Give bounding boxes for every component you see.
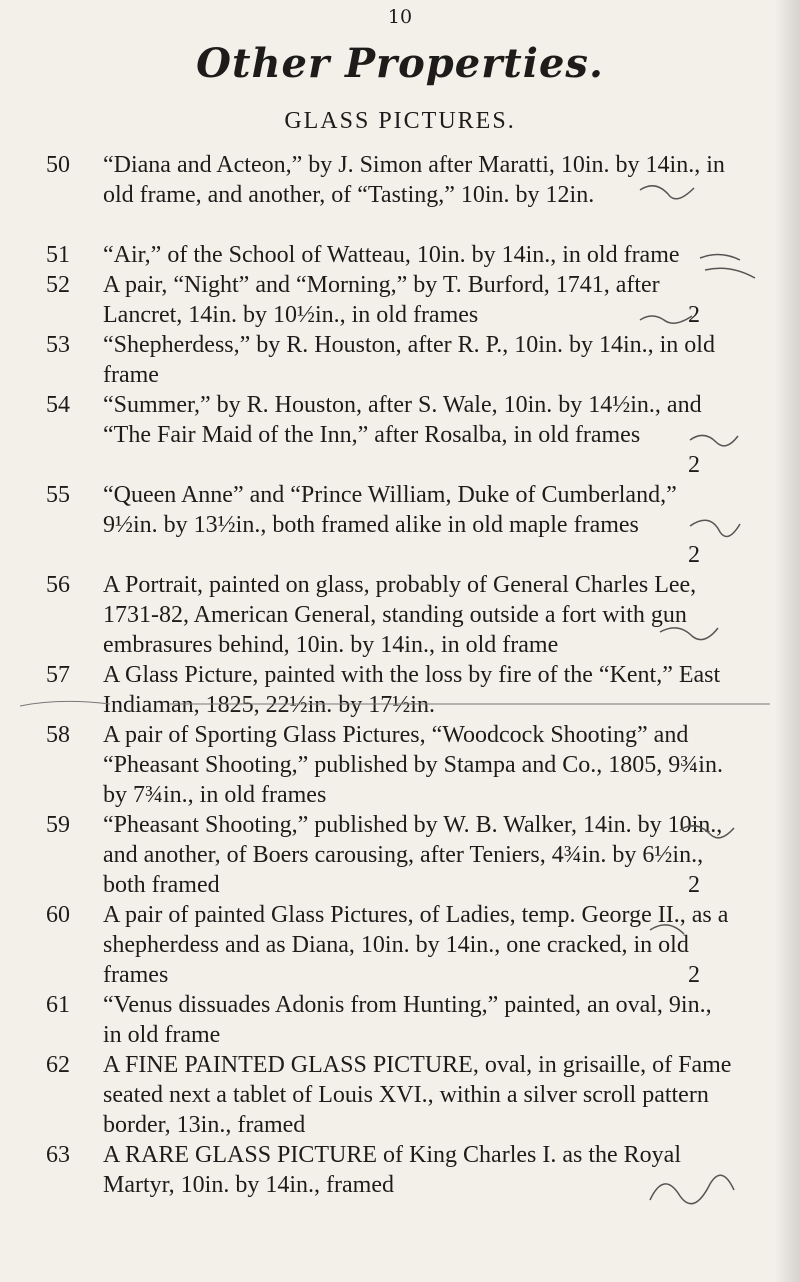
section-subheading: GLASS PICTURES. — [284, 108, 516, 134]
lot-number: 51 — [46, 242, 70, 268]
lot-number: 54 — [46, 392, 70, 418]
lot-number: 58 — [46, 722, 70, 748]
lot-number: 62 — [46, 1052, 70, 1078]
lot-number: 55 — [46, 482, 70, 508]
page-number: 10 — [387, 6, 413, 28]
lot-number: 57 — [46, 662, 70, 688]
lot-description: “Summer,” by R. Houston, after S. Wale, 10in. by 14½in., and “The Fair Maid of the Inn,” after Rosalba, in old frames — [103, 392, 702, 448]
lot-number: 53 — [46, 332, 70, 358]
lot-description: “Venus dissuades Adonis from Hunting,” painted, an oval, 9in., in old frame — [103, 992, 712, 1048]
lot-price: 2 — [688, 542, 700, 568]
lot-description: A pair of painted Glass Pictures, of Ladies, temp. George II., as a shepherdess and as Diana, 10in. by 14in., one cracked, in old frames — [103, 902, 729, 988]
lot-description: A pair, “Night” and “Morning,” by T. Burford, 1741, after Lancret, 14in. by 10½in., in old frames — [103, 272, 660, 328]
lot-description: “Air,” of the School of Watteau, 10in. by 14in., in old frame — [103, 242, 680, 268]
lot-description: A Portrait, painted on glass, probably of General Charles Lee, 1731-82, American General, standing outside a fort with gun embrasures behind, 10in. by 14in., in old frame — [103, 572, 697, 658]
lot-description: A pair of Sporting Glass Pictures, “Woodcock Shooting” and “Pheasant Shooting,” published by Stampa and Co., 1805, 9¾in. by 7¾in., in old frames — [103, 722, 723, 808]
lot-description: “Shepherdess,” by R. Houston, after R. P., 10in. by 14in., in old frame — [103, 332, 715, 388]
lot-description: A RARE GLASS PICTURE of King Charles I. as the Royal Martyr, 10in. by 14in., framed — [103, 1142, 681, 1198]
lot-number: 63 — [46, 1142, 70, 1168]
lot-number: 56 — [46, 572, 70, 598]
lot-number: 59 — [46, 812, 70, 838]
lot-price: 2 — [688, 452, 700, 478]
lot-price: 2 — [688, 962, 700, 988]
lot-number: 50 — [46, 152, 70, 178]
lot-description: “Queen Anne” and “Prince William, Duke of Cumberland,” 9½in. by 13½in., both framed alike in old maple frames — [103, 482, 677, 538]
lot-price: 2 — [688, 872, 700, 898]
lot-price: 2 — [688, 302, 700, 328]
lot-number: 52 — [46, 272, 70, 298]
lot-description: “Diana and Acteon,” by J. Simon after Maratti, 10in. by 14in., in old frame, and another, of “Tasting,” 10in. by 12in. — [103, 152, 725, 208]
lot-description: “Pheasant Shooting,” published by W. B. Walker, 14in. by 10in., and another, of Boers carousing, after Teniers, 4¾in. by 6½in., both framed — [103, 812, 723, 898]
page-heading: Other Properties. — [196, 40, 604, 87]
page-edge-shadow — [774, 0, 800, 1282]
lot-description: A Glass Picture, painted with the loss by fire of the “Kent,” East Indiaman, 1825, 22½in. by 17½in. — [103, 662, 721, 718]
lot-description: A FINE PAINTED GLASS PICTURE, oval, in grisaille, of Fame seated next a tablet of Louis XVI., within a silver scroll pattern border, 13in., framed — [103, 1052, 732, 1138]
lot-number: 60 — [46, 902, 70, 928]
lot-number: 61 — [46, 992, 70, 1018]
